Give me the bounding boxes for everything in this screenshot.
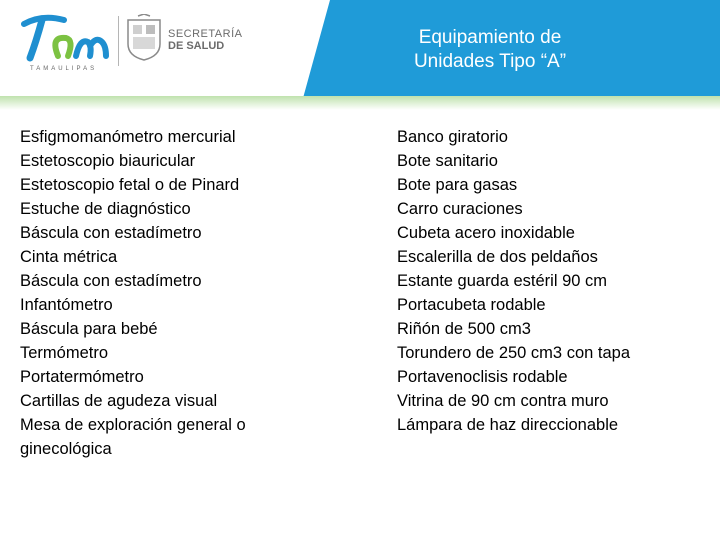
- right-equipment-list: [397, 125, 707, 437]
- left-equipment-list: [20, 125, 340, 461]
- list-item: Bote para gasas: [397, 176, 518, 194]
- list-item: Estante guarda estéril 90 cm: [397, 272, 608, 290]
- list-item: Báscula con estadímetro: [20, 224, 202, 242]
- list-item: Riñón de 500 cm3: [397, 320, 531, 338]
- list-item: Báscula para bebé: [20, 320, 158, 338]
- list-item: Estetoscopio fetal o de Pinard: [20, 176, 240, 194]
- list-item: Escalerilla de dos peldaños: [397, 248, 598, 266]
- title-line-2: Unidades Tipo “A”: [413, 51, 567, 72]
- list-item: Cinta métrica: [20, 248, 118, 266]
- list-item: Banco giratorio: [397, 128, 508, 146]
- list-item: Cubeta acero inoxidable: [397, 224, 575, 242]
- list-item: Termómetro: [20, 344, 109, 362]
- list-item: Estuche de diagnóstico: [20, 200, 191, 218]
- header-shadow: [0, 96, 720, 110]
- de-salud-text: DE SALUD: [168, 40, 225, 52]
- logo-divider: [118, 16, 119, 66]
- list-item: Cartillas de agudeza visual: [20, 392, 218, 410]
- list-item: Estetoscopio biauricular: [20, 152, 196, 170]
- title-line-1: Equipamiento de: [418, 27, 562, 48]
- tamaulipas-logo: [20, 12, 112, 64]
- list-item: Esfigmomanómetro mercurial: [20, 128, 236, 146]
- list-item: Portavenoclisis rodable: [397, 368, 568, 386]
- list-item: Báscula con estadímetro: [20, 272, 202, 290]
- list-item: Lámpara de haz direccionable: [397, 416, 619, 434]
- list-item: ginecológica: [20, 440, 112, 458]
- state-seal-icon: [124, 14, 164, 62]
- logo-subtext: TAMAULIPAS: [30, 66, 98, 72]
- list-item: Portacubeta rodable: [397, 296, 546, 314]
- list-item: Infantómetro: [20, 296, 113, 314]
- secretaria-text: SECRETARÍA: [168, 28, 243, 40]
- list-item: Mesa de exploración general o: [20, 416, 246, 434]
- page-title: [350, 26, 630, 74]
- list-item: Torundero de 250 cm3 con tapa: [397, 344, 630, 362]
- list-item: Bote sanitario: [397, 152, 498, 170]
- list-item: Vitrina de 90 cm contra muro: [397, 392, 609, 410]
- list-item: Portatermómetro: [20, 368, 144, 386]
- list-item: Carro curaciones: [397, 200, 523, 218]
